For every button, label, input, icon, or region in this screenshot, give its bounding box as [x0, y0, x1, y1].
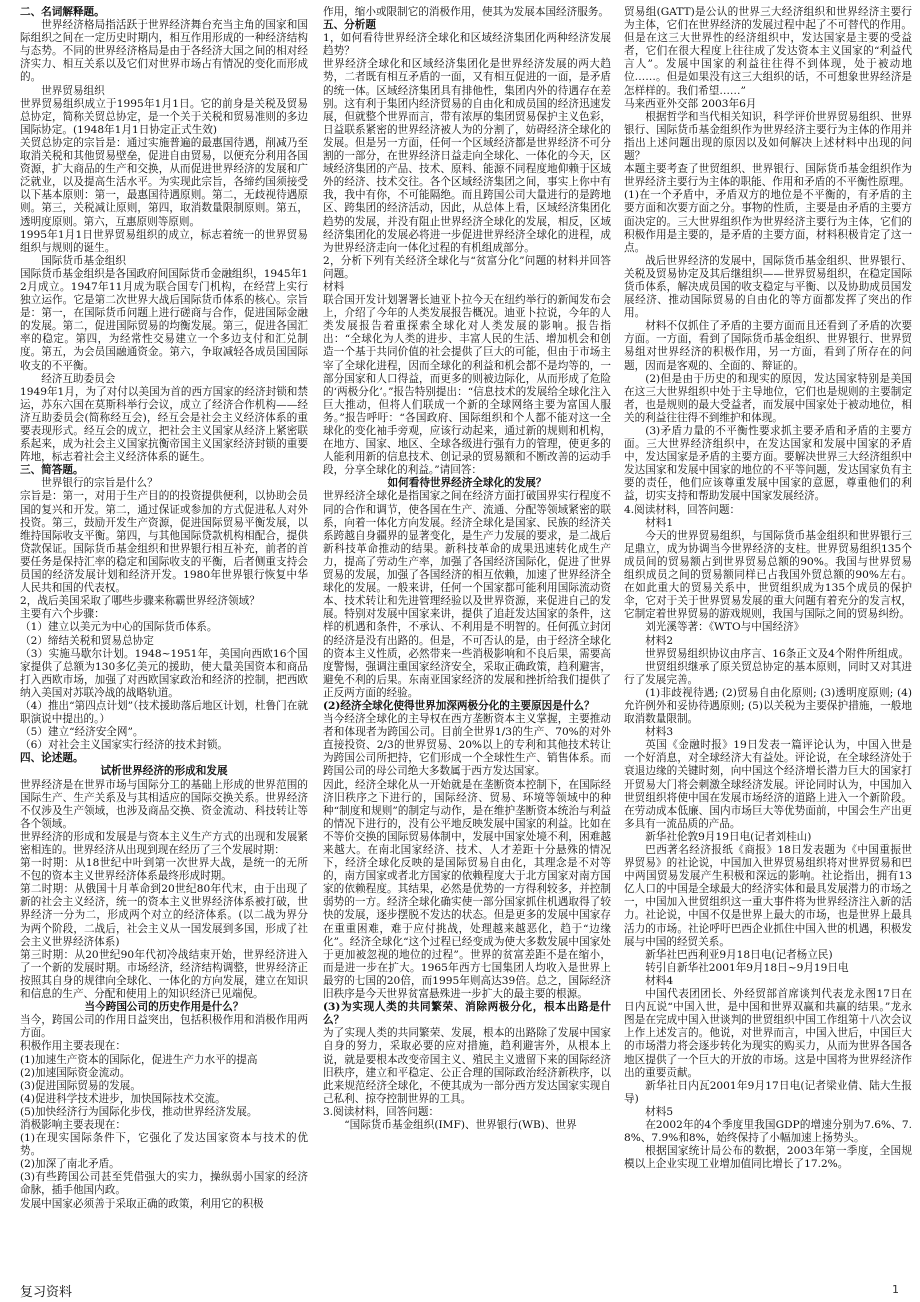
paragraph: 3.阅读材料，回答问题： [323, 1105, 440, 1118]
column-1 [20, 6, 308, 1278]
section-heading: 当今跨国公司的历史作用是什么？ [84, 1001, 244, 1014]
paragraph: 材料不仅抓住了矛盾的主要方面而且还看到了矛盾的次要方面。一方面，看到了国际货币基金组织、世界银行、世界贸易组对世界经济的积极作用，另一方面，看到了所存在的问题，因而是客观的、全面的、辩证的。 [624, 320, 912, 372]
footer-label: 复习资料 [20, 1285, 73, 1300]
section-heading: 三、简答题。 [20, 464, 84, 477]
paragraph: (2)但是由于历史的和现实的原因，发达国家特别是美国在这三大世界组织中处于主导地位，它们也是规则的主要制定者，也是规则的最大受益者，而发展中国家处于被动地位，相关的利益往往得不到维护和体现。 [624, 372, 912, 424]
paragraph: (3)矛盾力量的不平衡性要求抓主要矛盾和矛盾的主要方面。三大世界经济组织中，在发达国家和发展中国家的矛盾中，发达国家是矛盾的主要方面。要解决世界三大经济组织中发达国家和发展中国家的地位的不平等问题，发达国家负有主要的责任，他们应该尊重发展中国家的意愿，尊重他们的利益，切实支持和帮助发展中国家发展经济。 [624, 425, 912, 503]
paragraph: 材料 [323, 280, 345, 293]
paragraph: (2)加速国际资金流动。 [20, 1066, 131, 1079]
paragraph: 世界经济全球化和区域经济集团化是世界经济发展的两大趋势，二者既有相互矛盾的一面，又有相互促进的一面，是矛盾的统一体。区域经济集团具有排他性，集团内外的待遇存在差别。这有利于集团内经济贸易的自由化和成员国的经济迅速发展，但就整个世界而言，带有浓厚的集团贸易保护主义色彩，日益联系紧密的世界经济被人为的分割了，妨碍经济全球化的发展。但是另一方面，任何一个区域经济都是世界经济不可分割的一部分，在世界经济日益走向全球化、一体化的今天，区域经济集团的产品、技术、原料、能源不同程度地仰赖于区域外的经济、技术交往。各个区域经济集团之间，事实上你中有我，我中有你，不可能隔绝。而且跨国公司大量进行的是跨地区、跨集团的经济活动，因此，从总体上看，区域经济集团化趋势的发展，并没有阻止世界经济全球化的发展，相反，区域经济集团化的发展必将进一步促进世界经济全球化的进程，成为世界经济走向一体化过程的有机组成部分。 [323, 58, 611, 254]
paragraph: 世界经济全球化是指国家之间在经济方面打破国界实行程度不同的合作和调节，使各国在生产、流通、分配等领域紧密的联系，向着一体化方向发展。经济全球化是国家、民族的经济关系跨越自身疆界的显著变化，是生产力发展的要求，是二战后新科技革命推动的结果。新科技革命的成果迅速转化成生产力，提高了劳动生产率，加强了各国经济国际化，促进了世界贸易的发展，加强了各国经济的相互依赖，加速了世界经济全球化的发展。一般来讲，任何一个国家都可能利用国际流动资本、技术转让和先进管理经验以及世界资源，来促进自己的发展。特别对发展中国家来讲，提供了追赶发达国家的条件，这样的机遇和条件，不承认、不利用是不明智的。任何孤立封闭的经济是没有出路的。但是，不可否认的是，由于经济全球化的资本主义性质，必然带来一些消极影响和不良后果，需要高度警惕，强调注重国家经济安全，采取正确政策，趋利避害，避免不利的后果。东南亚国家经济的发展和挫折给我们提供了正反两方面的经验。 [323, 490, 611, 699]
paragraph: 4.阅读材料，回答问题： [624, 503, 741, 516]
paragraph: 第一时期：从18世纪中叶到第一次世界大战，是统一的无所不包的资本主义世界经济体系最终形成时期。 [20, 857, 308, 883]
paragraph: 世贸组织继承了原关贸总协定的基本原则，同时又对其进行了发展完善。 [624, 660, 912, 686]
paragraph: 在2002年的4个季度里我国GDP的增速分别为7.6%、7.8%、7.9%和8%，始终保持了小幅加速上扬势头。 [624, 1118, 912, 1145]
paragraph: （3）实施马歇尔计划。1948~1951年，美国向西欧16个国家提供了总额为130多亿美元的援助，使大量美国资本和商品打入西欧市场，加强了对西欧国家政治和经济的控制，把西欧纳入美国对苏联冷战的战略轨道。 [20, 647, 308, 699]
paragraph: 贸易组(GATT)是公认的世界三大经济组织和世界经济主要行为主体，它们在世界经济的发展过程中起了不可替代的作用。但是在这三大世界性的经济组织中，发达国家是主要的受益者，它们在很大程度上往往成了发达资本主义国家的“利益代言人”。发展中国家的利益往往得不到体现，处于被动地位……。但是如果没有这三大组织的话，不可想象世界经济是怎样样的。我们希望……” [624, 6, 912, 97]
paragraph: 作用，缩小或限制它的消极作用，使其为发展本国经济服务。 [323, 6, 610, 18]
column-3 [624, 6, 912, 1278]
paragraph: （6）对社会主义国家实行经济的技术封锁。 [20, 739, 229, 752]
paragraph: 材料5 [645, 1105, 674, 1118]
paragraph: 宗旨是：第一，对用于生产目的的投资提供便利，以协助会员国的复兴和开发。第二，通过保证或参加的方式促进私人对外投资。第三，鼓励开发生产资源，促进国际贸易平衡发展，以维持国际收支平衡。第四，与其他国际贷款机构相配合，提供贷款保证。国际货币基金组织和世界银行相互补充，前者的首要任务是保持汇率的稳定和国际收支的平衡，后者侧重支持会员国的经济发展计划和经济开发。1980年世界银行恢复中华人民共和国的代表权。 [20, 490, 308, 595]
paragraph: 国际货币基金组织是各国政府间国际货币金融组织，1945年12月成立。1947年11月成为联合国专门机构，在经营上实行独立运作。它是第二次世界大战后国际货币体系的核心。宗旨是：第一，在国际货币问题上进行磋商与合作，促进国际金融的发展。第二，促进国际贸易的均衡发展。第三，促进各国汇率的稳定。第四，为经常性交易建立一个多边支付和汇兑制度。第五，为会员国融通资金。第六，争取减轻各成员国国际收支的不平衡。 [20, 267, 308, 372]
column-2 [323, 6, 611, 1278]
paragraph: 经济互助委员会 [41, 372, 116, 385]
paragraph: 战后世界经济的发展中，国际货币基金组织、世界银行、关税及贸易协定及其后继组织——世界贸易组织，在稳定国际货币体系，解决成员国的收支稳定与平衡、以及协助成员国发展经济、推动国际贸易的自由化的等方面都发挥了突出的作用。 [624, 254, 912, 320]
paragraph: 材料3 [645, 726, 674, 739]
paragraph: 新华社日内瓦2001年9月17日电(记者梁业倩、陆大生报导) [624, 1079, 912, 1105]
paragraph: (1)在一个矛盾中，矛盾双方的地位是不平衡的，有矛盾的主要方面和次要方面之分。事物的性质，主要是由矛盾的主要方面决定的。三大世界组织作为世界经济主要行为主体，它们的积极作用是主要的，是矛盾的主要方面，材料积极肯定了这一点。 [624, 189, 912, 254]
paragraph: 世界经济是在世界市场与国际分工的基础上形成的世界范围的国际生产、生产关系及与其相适应的国际交换关系。世界经济不仅涉及生产领域，也涉及商品交换、资金流动、科技转让等各个领域。 [20, 778, 308, 830]
paragraph: 世界经济格局指活跃于世界经济舞台充当主角的国家和国际组织之间在一定历史时期内，相互作用形成的一种经济结构与态势。不同的世界经济格局是由于各经济大国之间的相对经济实力、相互关系以及它们对世界市场占有情况的变化而形成的。 [20, 19, 308, 84]
paragraph: 1，如何看待世界经济全球化和区域经济集团化两种经济发展趋势？ [323, 32, 611, 58]
paragraph: （2）缔结关税和贸易总协定 [20, 634, 154, 647]
paragraph: 新华社伦敦9月19日电(记者刘桂山) [645, 830, 812, 843]
paragraph: 联合国开发计划署署长迪亚卜拉今天在纽约举行的新闻发布会上，介绍了今年的人类发展报告概况。迪亚卜拉说，今年的人类发展报告着重探索全球化对人类发展的影响。报告指出：“全球化为人类的进步、丰富人民的生活、增加机会和创造一个基于共同价值的社会提供了巨大的可能，但由于市场主宰了全球化进程，因而全球化的利益和机会都不是均等的，一部分国家和人口得益，而更多的则被边际化，从而形成了危险的‘两极分化’。”报告特别提出：“信息技术的发展给全球化注入巨大推动，但将人们联成一个新的全球网络主要为富国人服务。”报告呼吁：“各国政府、国际组织和个人都不能对这一全球化的变化袖手旁观，应该行动起来，通过新的规则和机构，在地方、国家、地区、全球各级进行强有力的管理，使更多的人能利用新的信息技术、创记录的贸易额和不断改善的运动手段，分享全球化的利益。”请回答： [323, 294, 611, 477]
paragraph: 巴西著名经济报纸《商报》18日发表题为《中国重振世界贸易》的社论说，中国加入世界贸易组织将对世界贸易和巴中两国贸易发展产生积极和深远的影响。社论指出，拥有13亿人口的中国是全球最大的经济实体和最具发展潜力的市场之一，中国加入世贸组织这一重大事件将为世界经济注入新的活力。社论说，中国不仅是世界上最大的市场，也是世界上最具活力的市场。社论呼吁巴西企业抓住中国入世的机遇，积极发展与中国的经贸关系。 [624, 844, 912, 948]
paragraph: 国际货币基金组织 [41, 254, 126, 267]
paragraph: 英国《金融时报》19日发表一篇评论认为，中国入世是一个好消息，对全球经济大有益处。评论说，在全球经济处于衰退边缘的关键时刻，向中国这个经济增长潜力巨大的国家打开贸易大门将会刺激全球经济发展。评论同时认为，中国加入世贸组织将使中国在发展市场经济的道路上进入一个新阶段。在劳动成本低廉、国内市场巨大等优势面前，中国会生产出更多具有一流品质的产品。 [624, 739, 912, 830]
paragraph: 转引自新华社2001年9月18日~9月19日电 [645, 961, 849, 974]
paragraph: （4）推出“第四点计划”（技术援助落后地区计划，杜鲁门在就职演说中提出的。） [20, 699, 308, 726]
paragraph: 关贸总协定的宗旨是：通过实施普遍的最惠国待遇，削减乃至取消关税和其他贸易壁垒，促进自由贸易，以便充分利用各国资源，扩大商品的生产和交换，从而促进世界经济的发展和广泛就业，以及提高生活水平。为实现此宗旨，各缔约国须接受以下基本原则：第一，最惠国待遇原则。第二，无歧视待遇原则。第三，关税减让原则，第四，取消数量限制原则。第五，透明度原则。第六，互惠原则等原则。 [20, 136, 308, 228]
paragraph: 今天的世界贸易组织，与国际货币基金组织和世界银行三足鼎立，成为协调当今世界经济的支柱。世界贸易组织135个成员间的贸易额占到世界贸易总额的90%。我国与世界贸易组织成员之间的贸易额同样已占我国外贸总额的90%左右。在如此重大的贸易关系中，世贸组织成为135个成员的保护伞，它对于关于世界贸易发展的重大问题有着充分的发言权，它制定着世界贸易的游戏规则，我国与国际之间的贸易纠纷。 [624, 529, 912, 621]
paragraph: 根据国家统计局公布的数据，2003年第一季度，全国规模以上企业实现工业增加值同比增长了17.2%。 [624, 1145, 912, 1171]
paragraph: 2，战后美国采取了哪些步骤来称霸世界经济领域？ [20, 595, 260, 608]
paragraph: 为了实现人类的共同繁荣、发展，根本的出路除了发展中国家自身的努力，采取必要的应对措施，趋利避害外，从根本上说，就是要根本改变帝国主义、殖民主义遗留下来的国际经济旧秩序，建立和平稳定、公正合理的国际政治经济新秩序，以此来规范经济全球化，不使其成为一部分西方发达国家实现自己私利、掠夺控制世界的工具。 [323, 1027, 611, 1105]
paragraph: (1)加速生产资本的国际化，促进生产力水平的提高 [20, 1053, 258, 1066]
paragraph: (5)加快经济行为国际化步伐，推动世界经济发展。 [20, 1105, 258, 1118]
paragraph: 第三时期：从20世纪90年代初冷战结束开始，世界经济进入了一个新的发展时期。市场经济，经济结构调整，世界经济正按照其自身的规律向全球化、一体化的方向发展，建立在知识和信息的生产、分配和使用上的知识经济已见端倪。 [20, 948, 308, 1001]
paragraph: 积极作用主要表现在： [20, 1040, 126, 1053]
paragraph: (3)促进国际贸易的发展。 [20, 1079, 141, 1092]
paragraph: 2，分析下列有关经济全球化与“贫富分化”问题的材料并回答问题。 [323, 254, 611, 280]
paragraph: (4)促进科学技术进步，加快国际技术交流。 [20, 1092, 226, 1105]
paragraph: （1）建立以美元为中心的国际货币体系。 [20, 621, 218, 634]
section-heading: (2)经济全球化使得世界加深两极分化的主要原因是什么？ [323, 699, 595, 712]
paragraph: 材料1 [645, 516, 674, 529]
paragraph: 世界银行的宗旨是什么？ [41, 477, 158, 490]
section-heading: 试析世界经济的形成和发展 [100, 765, 228, 778]
paragraph: 材料2 [645, 634, 674, 647]
paragraph: (1)在现实国际条件下，它强化了发达国家资本与技术的优势。 [20, 1132, 308, 1158]
paragraph: 材料4 [645, 974, 674, 987]
paragraph: 1949年1月，为了对付以美国为首的西方国家的经济封锁和禁运，苏东六国在莫斯科举行会议，成立了经济合作机构——经济互助委员会(简称经互会)，经互会是社会主义经济体系的重要表现形式。经互会的成立，把社会主义国家从经济上紧密联系起来，成为社会主义国家抗衡帝国主义国家经济封锁的重要阵地，标志着社会主义经济体系的诞生。 [20, 385, 308, 464]
paragraph: 世界贸易组织协议由序言、16条正文及4个附件所组成。 [645, 647, 910, 660]
paragraph: 第二时期：从俄国十月革命到20世纪80年代末，由于出现了新的社会主义经济，统一的资本主义世界经济体系被打破，世界经济一分为二，形成两个对立的经济体系。(以二战为界分为两个阶段，二战后，社会主义从一国发展到多国，形成了社会主义世界经济体系) [20, 883, 308, 948]
paragraph: 中国代表团团长、外经贸部首席谈判代表龙永图17日在日内瓦说“中国入世，是中国和世界双赢和共赢的结果。”龙永图是在完成中国入世谈判的世贸组织中国工作组第十八次会议上作上述发言的。他说，对世界而言，中国入世后，中国巨大的市场潜力将会逐步转化为现实的购买力，从而为世界各国各地区提供了一个巨大的开放的市场。这是中国将为世界经济作出的重要贡献。 [624, 988, 912, 1079]
paragraph: 刘光溪等著：《WTO与中国经济》 [645, 621, 805, 634]
paragraph: 世界贸易组织成立于1995年1月1日。它的前身是关税及贸易总协定，简称关贸总协定，是一个关于关税和贸易准则的多边国际协定。(1948年1月1日协定正式生效) [20, 97, 308, 136]
paragraph: 当今经济全球化的主导权在西方垄断资本主义掌握，主要推动者和体现者为跨国公司。目前全世界1/3的生产、70%的对外直接投资、2/3的世界贸易、20%以上的专利和其他技术转让为跨国公司所把持，它们形成一个全球性生产、销售体系。而跨国公司的母公司绝大多数属于西方发达国家。 [323, 713, 611, 778]
section-heading: (3)为实现人类的共同繁荣、消除两极分化，根本出路是什么？ [323, 1001, 611, 1027]
paragraph: 世界贸易组织 [41, 84, 105, 97]
paragraph: 当今，跨国公司的作用日益突出，包括积极作用和消极作用两方面。 [20, 1014, 308, 1040]
paragraph: 本题主要考查了世贸组织、世界银行、国际货币基金组织作为世界经济主要行为主体的职能、作用和矛盾的不平衡性原理。 [624, 163, 912, 189]
paragraph: 1995年1月1日世界贸易组织的成立，标志着统一的世界贸易组织与规则的诞生。 [20, 228, 308, 254]
paragraph: 世界经济的形成和发展是与资本主义生产方式的出现和发展紧密相连的。世界经济从出现到现在经历了三个发展时期： [20, 830, 308, 856]
paragraph: 发展中国家必须善于采取正确的政策，利用它的积极 [20, 1197, 264, 1210]
paragraph: （5）建立“经济安全网”。 [20, 726, 144, 739]
section-heading: 如何看待世界经济全球化的发展？ [387, 477, 547, 490]
paragraph: 根据哲学和当代相关知识，科学评价世界贸易组织、世界银行、国际货币基金组织作为世界经济主要行为主体的作用并指出上述问题出现的原因以及如何解决上述材料中出现的问题？ [624, 110, 912, 163]
paragraph: 新华社巴西利亚9月18日电(记者杨立民) [645, 948, 833, 961]
paragraph: 消极影响主要表现在： [20, 1118, 126, 1131]
paragraph: 马来西亚外交部 2003年6月 [624, 97, 757, 110]
section-heading: 四、论述题。 [20, 752, 84, 765]
paragraph: “国际货币基金组织(IMF)、世界银行(WB)、世界 [344, 1118, 577, 1131]
paragraph: (3)有些跨国公司甚至凭借强大的实力，操纵弱小国家的经济命脉，插手他国内政。 [20, 1171, 308, 1197]
paragraph: 主要有六个步骤： [20, 608, 105, 621]
paragraph: (2)加深了南北矛盾。 [20, 1158, 120, 1171]
section-heading: 二、名词解释题。 [20, 6, 105, 18]
paragraph: (1)非歧视待遇; (2)贸易自由化原则; (3)透明度原则; (4)允许例外和妥协待遇原则; (5)以关税为主要保护措施，一般地取消数量限制。 [624, 686, 912, 726]
section-heading: 五、分析题 [323, 19, 376, 32]
paragraph: 因此，经济全球化从一开始就是在垄断资本控制下，在国际经济旧秩序之下进行的，国际经济、贸易、环境等领域中的种种“制度和规则”的制定与动作，是在维护垄断资本统治与利益的情况下进行的，没有公平地反映发展中国家的利益。比如在不等价交换的国际贸易体制中，发展中国家处境不利，困难越来越大。在南北国家经济、技术、人才差距十分悬殊的情况下，经济全球化反映的是国际贸易自由化，其理念是不对等的，南方国家或者北方国家的依赖程度大于北方国家对南方国家的依赖程度。其结果，必然是优势的一方得利较多，并控制弱势的一方。经济全球化确实使一部分国家抓住机遇取得了较快的发展，逐步摆脱不发达的状态。但是更多的发展中国家存在重重困难，难于应付挑战，处理越来越恶化，趋于“边缘化”。经济全球化“这个过程已经变成为使大多数发展中国家处于更加被忽视的地位的过程”。世界的贫富差距不是在缩小，而是进一步在扩大。1965年西方七国集团人均收入是世界上最穷的七国的20倍，而1995年则高达39倍。总之，国际经济旧秩序是今天世界贫富悬殊进一步扩大的最主要的根源。 [323, 778, 611, 1001]
page-number: 1 [892, 1283, 899, 1296]
